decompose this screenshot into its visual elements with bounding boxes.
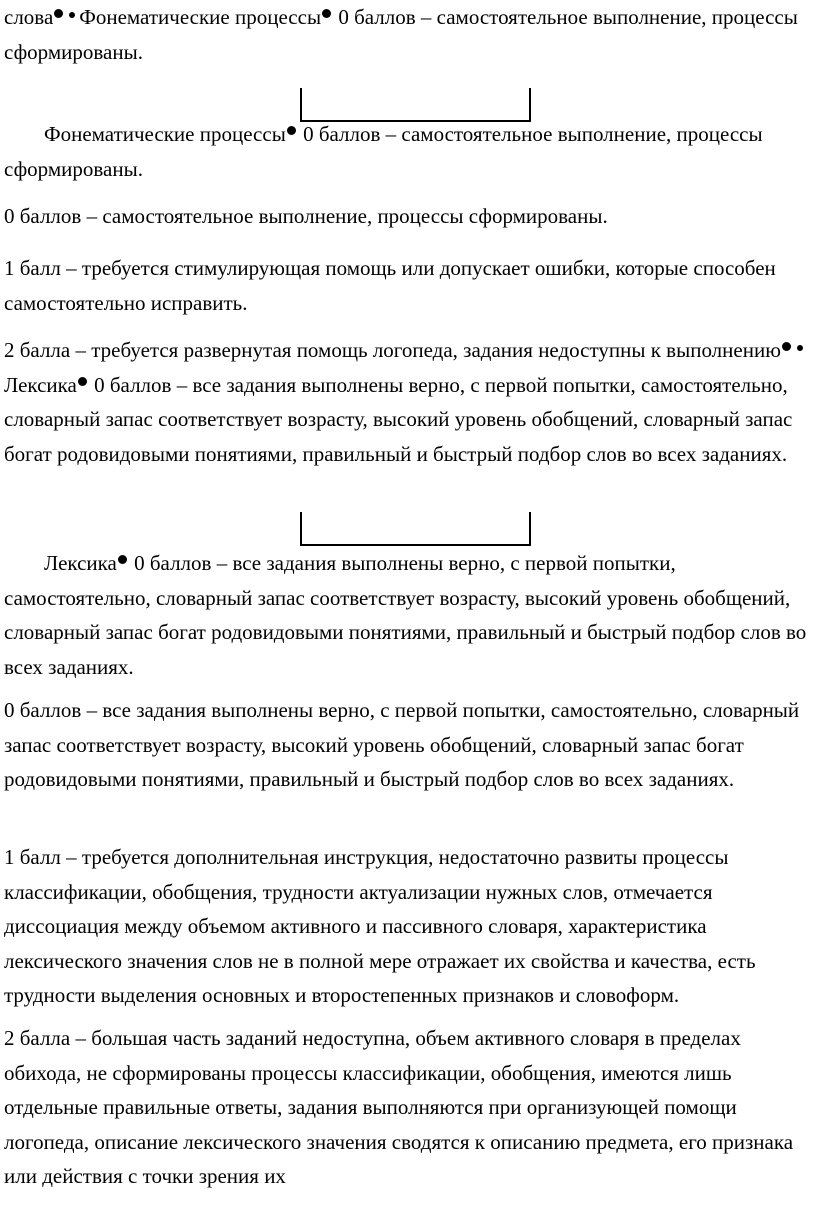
bullet-icon xyxy=(797,345,803,351)
bullet-icon xyxy=(69,12,75,18)
paragraph-lexicon-heading xyxy=(4,546,812,684)
paragraph-score-2-lexicon xyxy=(4,333,812,471)
text-fragment: Фонематические процессы xyxy=(79,5,322,29)
text-fragment: 0 баллов – самостоятельное выполнение, процессы сформированы. xyxy=(4,122,763,181)
bullet-icon xyxy=(54,9,63,18)
bracket-shape xyxy=(300,512,531,546)
bullet-icon xyxy=(287,126,296,135)
text-fragment: 2 балла – требуется развернутая помощь логопеда, задания недоступны к выполнению xyxy=(4,338,781,362)
paragraph-phonemic-intro xyxy=(4,0,812,69)
text-fragment: 0 баллов – все задания выполнены верно, с первой попытки, самостоятельно, словарный запас соответствует возрасту, высокий уровень обобщений, словарный запас богат родовидовыми понятиями, правильный и быстрый подбор слов во всех заданиях. xyxy=(4,372,793,466)
bullet-icon xyxy=(78,377,87,386)
paragraph-lexicon-score-0: 0 баллов – все задания выполнены верно, с первой попытки, самостоятельно, словарный запас соответствует возрасту, высокий уровень обобщений, словарный запас богат родовидовыми понятиями, правильный и быстрый подбор слов во всех заданиях. xyxy=(4,698,800,791)
bullet-icon xyxy=(322,9,331,18)
paragraph-score-1: 1 балл – требуется стимулирующая помощь или допускает ошибки, которые способен самостоятельно исправить. xyxy=(4,256,776,315)
text-fragment: Лексика xyxy=(4,372,77,397)
text-fragment: слова xyxy=(4,5,54,29)
text-fragment: 0 баллов – самостоятельное выполнение, процессы сформированы. xyxy=(4,5,798,64)
paragraph-phonemic-heading xyxy=(4,117,812,186)
paragraph-score-0: 0 баллов – самостоятельное выполнение, процессы сформированы. xyxy=(4,204,608,228)
paragraph-lexicon-score-1: 1 балл – требуется дополнительная инструкция, недостаточно развиты процессы классификации, обобщения, трудности актуализации нужных слов, отмечается диссоциация между объемом активного и пассивного словаря, характеристика лексического значения слов не в полной мере отражает их свойства и качества, есть трудности выделения основных и второстепенных признаков и словоформ. xyxy=(4,845,756,1007)
text-fragment: Лексика xyxy=(44,551,117,575)
bullet-icon xyxy=(118,555,127,564)
paragraph-lexicon-score-2: 2 балла – большая часть заданий недоступна, объем активного словаря в пределах обихода, не сформированы процессы классификации, обобщения, имеются лишь отдельные правильные ответы, задания выполняются при организующей помощи логопеда, описание лексического значения сводятся к описанию предмета, его признака или действия с точки зрения их xyxy=(4,1026,794,1188)
text-fragment: 0 баллов – все задания выполнены верно, с первой попытки, самостоятельно, словарный запас соответствует возрасту, высокий уровень обобщений, словарный запас богат родовидовыми понятиями, правильный и быстрый подбор слов во всех заданиях. xyxy=(4,551,807,679)
bullet-icon xyxy=(782,342,791,351)
text-fragment: Фонематические процессы xyxy=(44,122,286,146)
